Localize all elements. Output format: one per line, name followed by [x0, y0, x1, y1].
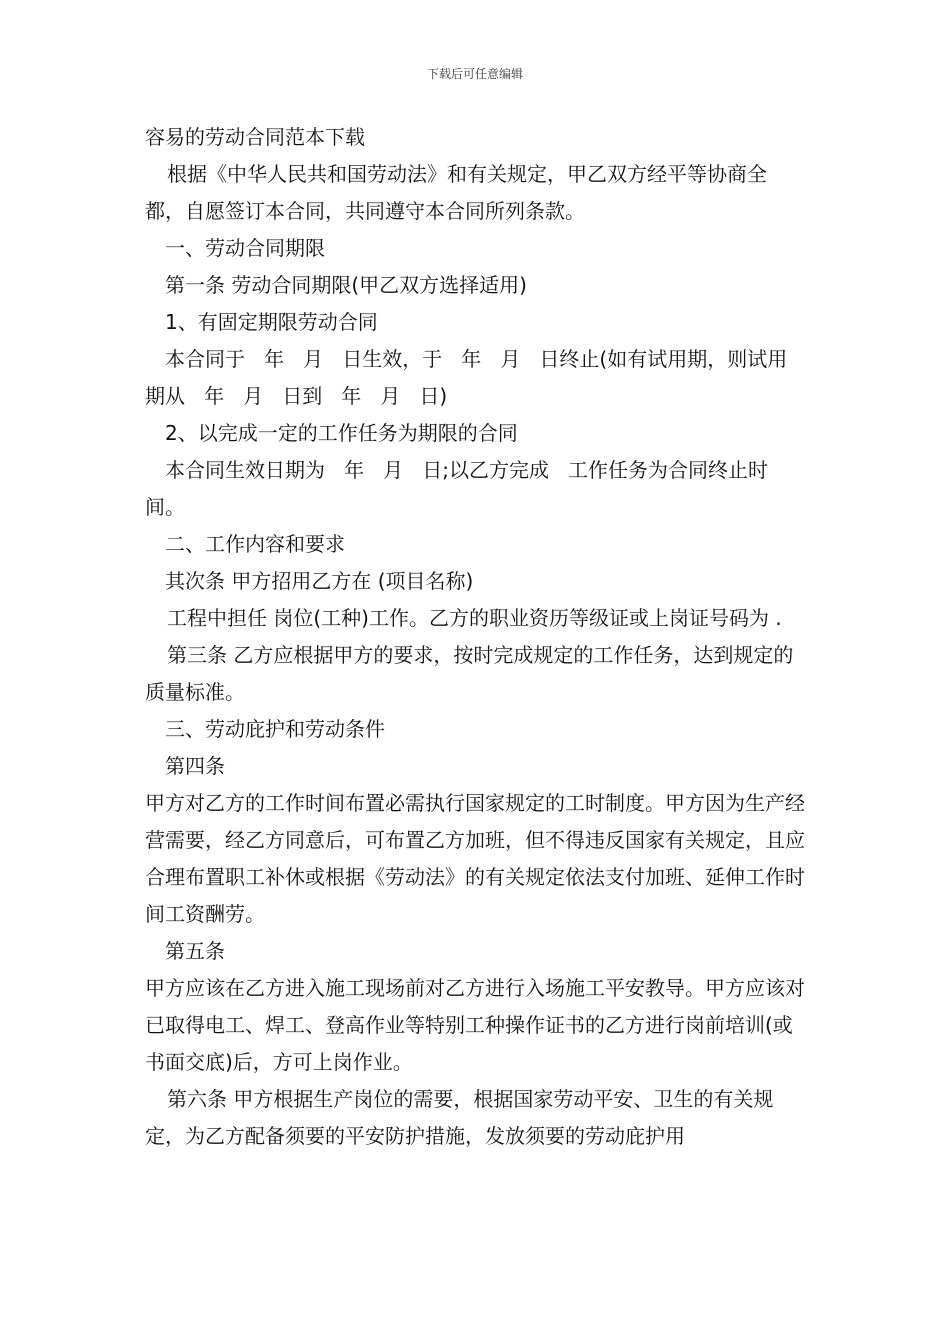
document-body — [145, 119, 805, 1155]
subheading-fixed-term: 1、有固定期限劳动合同 — [165, 310, 378, 334]
section-heading-1: 一、劳动合同期限 — [165, 236, 325, 260]
article-4-heading: 第四条 — [165, 754, 225, 778]
document-title: 容易的劳动合同范本下载 — [145, 125, 365, 149]
subheading-task-term: 2、以完成一定的工作任务为期限的合同 — [165, 421, 518, 445]
section-heading-3: 三、劳动庇护和劳动条件 — [165, 717, 385, 741]
article-5-heading: 第五条 — [165, 939, 225, 963]
section-heading-2: 二、工作内容和要求 — [165, 532, 345, 556]
article-5-body: 甲方应该在乙方进入施工现场前对乙方进行入场施工平安教导。甲方应该对已取得电工、焊工、登高作业等特别工种操作证书的乙方进行岗前培训(或书面交底)后，方可上岗作业。 — [145, 976, 805, 1074]
article-4-body: 甲方对乙方的工作时间布置必需执行国家规定的工时制度。甲方因为生产经营需要，经乙方同意后，可布置乙方加班，但不得违反国家有关规定，且应合理布置职工补休或根据《劳动法》的有关规定依法支付加班、延伸工作时间工资酬劳。 — [145, 791, 805, 926]
article-6: 第六条 甲方根据生产岗位的需要，根据国家劳动平安、卫生的有关规定，为乙方配备须要的平安防护措施，发放须要的劳动庇护用 — [145, 1087, 774, 1148]
article-2: 其次条 甲方招用乙方在 (项目名称) — [165, 569, 474, 593]
article-3: 第三条 乙方应根据甲方的要求，按时完成规定的工作任务，达到规定的质量标准。 — [145, 643, 794, 704]
paragraph-preamble: 根据《中华人民共和国劳动法》和有关规定，甲乙双方经平等协商全都，自愿签订本合同，共同遵守本合同所列条款。 — [145, 162, 767, 223]
paragraph-task-term: 本合同生效日期为 年 月 日;以乙方完成 工作任务为合同终止时间。 — [145, 458, 769, 519]
paragraph-position: 工程中担任 岗位(工种)工作。乙方的职业资历等级证或上岗证号码为 . — [167, 606, 782, 630]
page-header-note: 下载后可任意编辑 — [426, 67, 523, 81]
article-1: 第一条 劳动合同期限(甲乙双方选择适用) — [165, 273, 527, 297]
paragraph-fixed-term-dates: 本合同于 年 月 日生效，于 年 月 日终止(如有试用期，则试用期从 年 月 日到 年 月 日) — [145, 347, 788, 408]
